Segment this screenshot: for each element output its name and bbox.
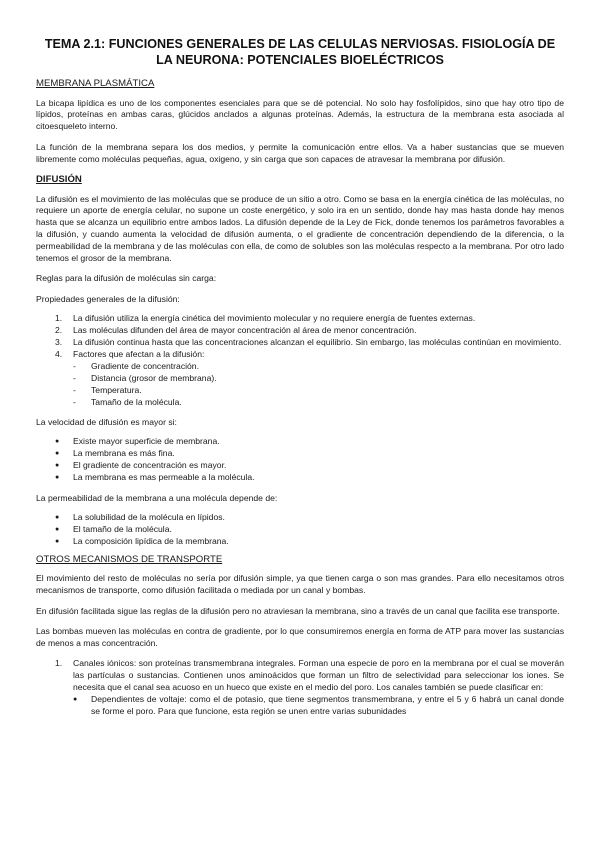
- list-item-text: Distancia (grosor de membrana).: [91, 372, 217, 383]
- list-item: ● La membrana es más fina.: [55, 448, 175, 459]
- permeabilidad-list: [36, 512, 564, 548]
- list-item: [55, 325, 564, 337]
- list-item: ● El gradiente de concentración es mayor.: [55, 460, 227, 471]
- list-number: 1.: [55, 313, 63, 324]
- list-item-text: Dependientes de voltaje: como el de potasio, que tiene segmentos transmembrana, y entre el 5 y 6 habrá un canal donde se forme el poro. Para que funcione, esta región se unen entre varias subunidades: [91, 693, 564, 716]
- transport-list: [36, 658, 564, 694]
- heading-membrana: MEMBRANA PLASMÁTICA: [36, 78, 155, 89]
- list-number: 1.: [55, 658, 63, 669]
- difusion-paragraph-1: La difusión es el movimiento de las moléculas que se produce de un sitio a otro. Como se basa en la energía cinética de las moléculas, no requiere un aporte de energía celular, no supone un coste energético, y solo ira en un sentido, donde hay mas hasta donde hay menos hasta que se alcanza un equilibrio entre ambos lados. La difusión depende de la Ley de Fick, donde tenemos los parámetros favorables a la difusión, y cuando aumenta la velocidad de difusión aumenta, o el gradiente de concentración dependiendo de la diferencia, o la permeabilidad de la membrana y de las moléculas con ella, de como de solubles son las moléculas respecto a la membrana. Por otro lado tenemos el grosor de la membrana.: [36, 193, 564, 264]
- list-item: ● La solubilidad de la molécula en lípidos.: [55, 511, 225, 522]
- list-item: - Tamaño de la molécula.: [73, 396, 182, 407]
- list-item-text: Gradiente de concentración.: [91, 360, 199, 371]
- list-item-text: El gradiente de concentración es mayor.: [73, 460, 227, 471]
- heading-difusion: DIFUSIÓN: [36, 174, 82, 186]
- list-item: [55, 349, 564, 361]
- velocidad-list: [36, 436, 564, 484]
- list-item: - Distancia (grosor de membrana).: [73, 372, 217, 383]
- list-number: 4.: [55, 349, 63, 359]
- otros-paragraph-1: El movimiento del resto de moléculas no sería por difusión simple, ya que tienen carga o son mas grandes. Para ello necesitamos otros mecanismos de transporte, como difusión facilitada o mediada por un canal y bombas.: [36, 573, 564, 596]
- list-item: ● Existe mayor superficie de membrana.: [55, 436, 220, 447]
- list-item: - Gradiente de concentración.: [73, 360, 199, 371]
- list-item-text: El tamaño de la molécula.: [73, 523, 172, 534]
- list-item: ● La membrana es mas permeable a la molécula.: [55, 472, 255, 483]
- factores-list: [36, 361, 564, 409]
- list-item-text: La solubilidad de la molécula en lípidos.: [73, 511, 225, 522]
- membrana-paragraph-2: La función de la membrana separa los dos medios, y permite la comunicación entre ellos. Va a haber sustancias que se mueven libremente como moléculas pequeñas, agua, oxigeno, y sin carga que son capaces de atravesar la membrana por difusión.: [36, 141, 564, 164]
- list-item: ● El tamaño de la molécula.: [55, 523, 172, 534]
- otros-paragraph-2: En difusión facilitada sigue las reglas de la difusión pero no atraviesan la membrana, sino a través de un canal que facilita ese transporte.: [36, 605, 560, 616]
- list-item: ● Dependientes de voltaje: como el de potasio, que tiene segmentos transmembrana, y entre el 5 y 6 habrá un canal donde se forme el poro. Para que funcione, esta región se unen entre varias subunidades: [73, 693, 564, 716]
- reglas-line: Reglas para la difusión de moléculas sin carga:: [36, 273, 217, 284]
- list-item: [55, 313, 564, 325]
- propiedades-list: [36, 313, 564, 361]
- list-item-text: Existe mayor superficie de membrana.: [73, 436, 220, 447]
- list-item-text: Tamaño de la molécula.: [91, 396, 182, 407]
- list-item-text: La difusión utiliza la energía cinética del movimiento molecular y no requiere energía de fuentes externas.: [73, 313, 476, 324]
- otros-paragraph-3: Las bombas mueven las moléculas en contra de gradiente, por lo que consumiremos energía en forma de ATP para mover las sustancias de menos a mas concentración.: [36, 625, 564, 648]
- velocidad-intro: La velocidad de difusión es mayor si:: [36, 417, 177, 428]
- canales-sublist: [36, 694, 564, 718]
- list-number: 2.: [55, 325, 63, 336]
- list-item-text: La composición lipídica de la membrana.: [73, 535, 229, 546]
- list-number: 3.: [55, 337, 63, 348]
- list-item-text: La difusión continua hasta que las concentraciones alcanzan el equilibrio. Sin embargo, las moléculas continúan en movimiento.: [73, 337, 562, 348]
- list-item-text: La membrana es más fina.: [73, 448, 175, 459]
- list-item: ● La composición lipídica de la membrana.: [55, 535, 229, 546]
- list-item: - Temperatura.: [73, 384, 142, 395]
- membrana-paragraph-1: La bicapa lipídica es uno de los componentes esenciales para que se dé potencial. No solo hay fosfolípidos, sino que hay otro tipo de lípidos, proteínas en ambas caras, glúcidos anclados a algunas proteínas. Además, la estructura de la membrana esta asociada al citoesqueleto interno.: [36, 97, 564, 132]
- list-item-text: Temperatura.: [91, 384, 142, 395]
- list-item-text: Canales iónicos: son proteínas transmembrana integrales. Forman una especie de poro en la membrana por el cual se moverán las partículas o sustancias. Contienen unos aminoácidos que forman un filtro de selectividad para seleccionar los iones. Se necesita que el canal sea acuoso en un hueco que existe en el medio del poro. Los canales también se puede clasificar en:: [73, 658, 564, 693]
- list-item: [55, 337, 564, 349]
- list-item-text: Factores que afectan a la difusión:: [73, 349, 205, 359]
- permeabilidad-intro: La permeabilidad de la membrana a una molécula depende de:: [36, 492, 278, 503]
- list-item-text: Las moléculas difunden del área de mayor concentración al área de menor concentración.: [73, 325, 417, 336]
- heading-otros: OTROS MECANISMOS DE TRANSPORTE: [36, 553, 223, 565]
- propiedades-line: Propiedades generales de la difusión:: [36, 293, 180, 304]
- list-item: [55, 658, 564, 694]
- page-title: TEMA 2.1: FUNCIONES GENERALES DE LAS CELULAS NERVIOSAS. FISIOLOGÍA DE LA NEURONA: POTENCIALES BIOELÉCTRICOS: [44, 37, 556, 67]
- list-item-text: La membrana es mas permeable a la molécula.: [73, 472, 255, 483]
